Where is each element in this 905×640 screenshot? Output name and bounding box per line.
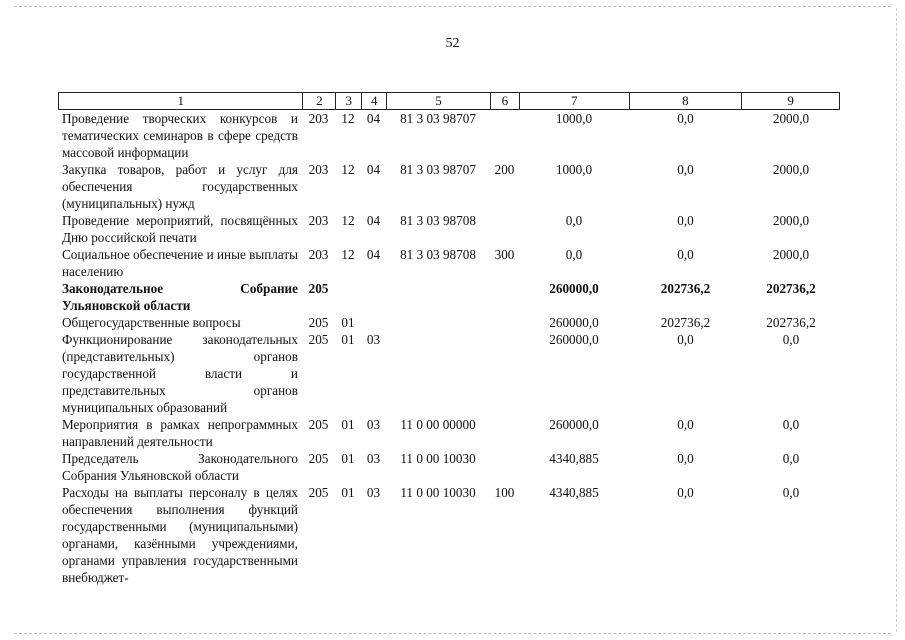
row-amount-col7: 0,0 — [565, 247, 583, 262]
row-section: 12 — [341, 111, 355, 126]
row-subsection: 04 — [366, 247, 381, 262]
row-subsection: 03 — [366, 485, 381, 500]
row-section: 12 — [341, 213, 355, 228]
row-name: Социальное обеспечение и иные выплаты населению — [62, 247, 298, 279]
row-subsection: 03 — [366, 417, 381, 432]
row-amount-col8: 0,0 — [677, 332, 694, 347]
row-amount-col7: 260000,0 — [549, 332, 599, 347]
header-col-5: 5 — [386, 93, 490, 109]
row-amount-col8: 0,0 — [677, 451, 694, 466]
row-subsection: 04 — [366, 162, 381, 177]
row-amount-col8: 0,0 — [677, 111, 694, 126]
row-section: 01 — [341, 417, 355, 432]
header-col-2: 2 — [302, 93, 335, 109]
row-amount-col7: 4340,885 — [549, 451, 599, 466]
row-amount-col9: 2000,0 — [772, 213, 810, 228]
row-code-admin: 203 — [308, 111, 329, 126]
table-row — [58, 331, 840, 416]
row-amount-col7: 260000,0 — [549, 281, 599, 296]
row-amount-col7: 1000,0 — [555, 162, 593, 177]
row-amount-col7: 1000,0 — [555, 111, 593, 126]
row-code-admin: 205 — [308, 485, 329, 500]
header-col-6: 6 — [490, 93, 519, 109]
table-row — [58, 484, 840, 586]
header-col-9: 9 — [741, 93, 839, 109]
row-code-admin: 205 — [308, 281, 329, 296]
row-amount-col9: 2000,0 — [772, 111, 810, 126]
row-name: Законодательное Собрание Ульяновской области — [62, 281, 298, 313]
row-subsection: 04 — [366, 111, 381, 126]
page-border-right — [896, 8, 897, 632]
row-name: Проведение творческих конкурсов и тематических семинаров в сфере средств массовой информации — [62, 111, 298, 160]
table-row — [58, 450, 840, 484]
row-target-article: 81 3 03 98708 — [400, 213, 476, 228]
row-amount-col9: 0,0 — [782, 332, 800, 347]
row-code-admin: 205 — [308, 315, 329, 330]
row-code-admin: 203 — [308, 162, 329, 177]
row-name: Председатель Законодательного Собрания Ульяновской области — [62, 451, 298, 483]
row-amount-col8: 0,0 — [677, 485, 694, 500]
row-amount-col8: 202736,2 — [660, 281, 711, 296]
row-amount-col8: 0,0 — [677, 247, 694, 262]
row-amount-col8: 0,0 — [677, 417, 694, 432]
table-row — [58, 314, 840, 331]
row-name: Функционирование законодательных (представительных) органов государственной власти и представительных органов муниципальных образований — [62, 332, 298, 415]
row-amount-col9: 2000,0 — [772, 162, 810, 177]
header-col-8: 8 — [629, 93, 742, 109]
header-col-7: 7 — [519, 93, 629, 109]
table-row — [58, 416, 840, 450]
row-amount-col8: 0,0 — [677, 213, 694, 228]
row-amount-col9: 0,0 — [782, 451, 800, 466]
table-row — [58, 161, 840, 212]
row-code-admin: 205 — [308, 417, 329, 432]
row-section: 12 — [341, 247, 355, 262]
row-amount-col8: 202736,2 — [660, 315, 711, 330]
budget-table — [58, 92, 840, 586]
header-col-4: 4 — [361, 93, 386, 109]
row-amount-col9: 0,0 — [782, 485, 800, 500]
header-col-1: 1 — [177, 93, 184, 108]
row-subsection: 03 — [366, 451, 381, 466]
row-amount-col7: 4340,885 — [549, 485, 599, 500]
row-code-admin: 203 — [308, 213, 329, 228]
row-target-article: 11 0 00 10030 — [400, 451, 476, 466]
row-name: Закупка товаров, работ и услуг для обеспечения государственных (муниципальных) нужд — [62, 162, 298, 211]
row-target-article: 11 0 00 00000 — [400, 417, 476, 432]
row-amount-col7: 0,0 — [565, 213, 583, 228]
row-amount-col9: 202736,2 — [766, 281, 816, 296]
row-name: Расходы на выплаты персоналу в целях обеспечения выполнения функций государственными (муниципальными) органами, казёнными учреждениями, органами управления государственными внебюджет- — [62, 485, 298, 585]
table-header — [58, 92, 840, 110]
row-subsection: 03 — [366, 332, 381, 347]
row-code-admin: 205 — [308, 451, 329, 466]
row-expense-type: 300 — [494, 247, 515, 262]
row-target-article: 81 3 03 98707 — [400, 162, 476, 177]
table-row — [58, 280, 840, 314]
row-subsection: 04 — [366, 213, 381, 228]
table-row — [58, 110, 840, 161]
row-name: Общегосударственные вопросы — [62, 315, 241, 330]
row-code-admin: 203 — [308, 247, 329, 262]
row-section: 01 — [341, 451, 355, 466]
row-amount-col9: 2000,0 — [772, 247, 810, 262]
row-target-article: 81 3 03 98707 — [400, 111, 476, 126]
table-row — [58, 212, 840, 246]
row-section: 01 — [341, 485, 355, 500]
row-amount-col9: 0,0 — [782, 417, 800, 432]
row-section: 12 — [341, 162, 355, 177]
page-border-bottom — [14, 633, 891, 634]
table-body — [58, 110, 840, 586]
row-expense-type: 200 — [494, 162, 515, 177]
row-target-article: 81 3 03 98708 — [400, 247, 476, 262]
row-amount-col9: 202736,2 — [766, 315, 816, 330]
row-name: Мероприятия в рамках непрограммных направлений деятельности — [62, 417, 298, 449]
row-amount-col7: 260000,0 — [549, 315, 599, 330]
page-number: 52 — [445, 36, 460, 51]
table-row — [58, 246, 840, 280]
row-amount-col8: 0,0 — [677, 162, 694, 177]
row-expense-type: 100 — [494, 485, 515, 500]
header-col-3: 3 — [335, 93, 361, 109]
row-code-admin: 205 — [308, 332, 329, 347]
row-amount-col7: 260000,0 — [549, 417, 599, 432]
row-name: Проведение мероприятий, посвящённых Дню российской печати — [62, 213, 298, 245]
row-section: 01 — [341, 315, 355, 330]
row-section: 01 — [341, 332, 355, 347]
row-target-article: 11 0 00 10030 — [400, 485, 476, 500]
page-border-top — [14, 6, 891, 7]
